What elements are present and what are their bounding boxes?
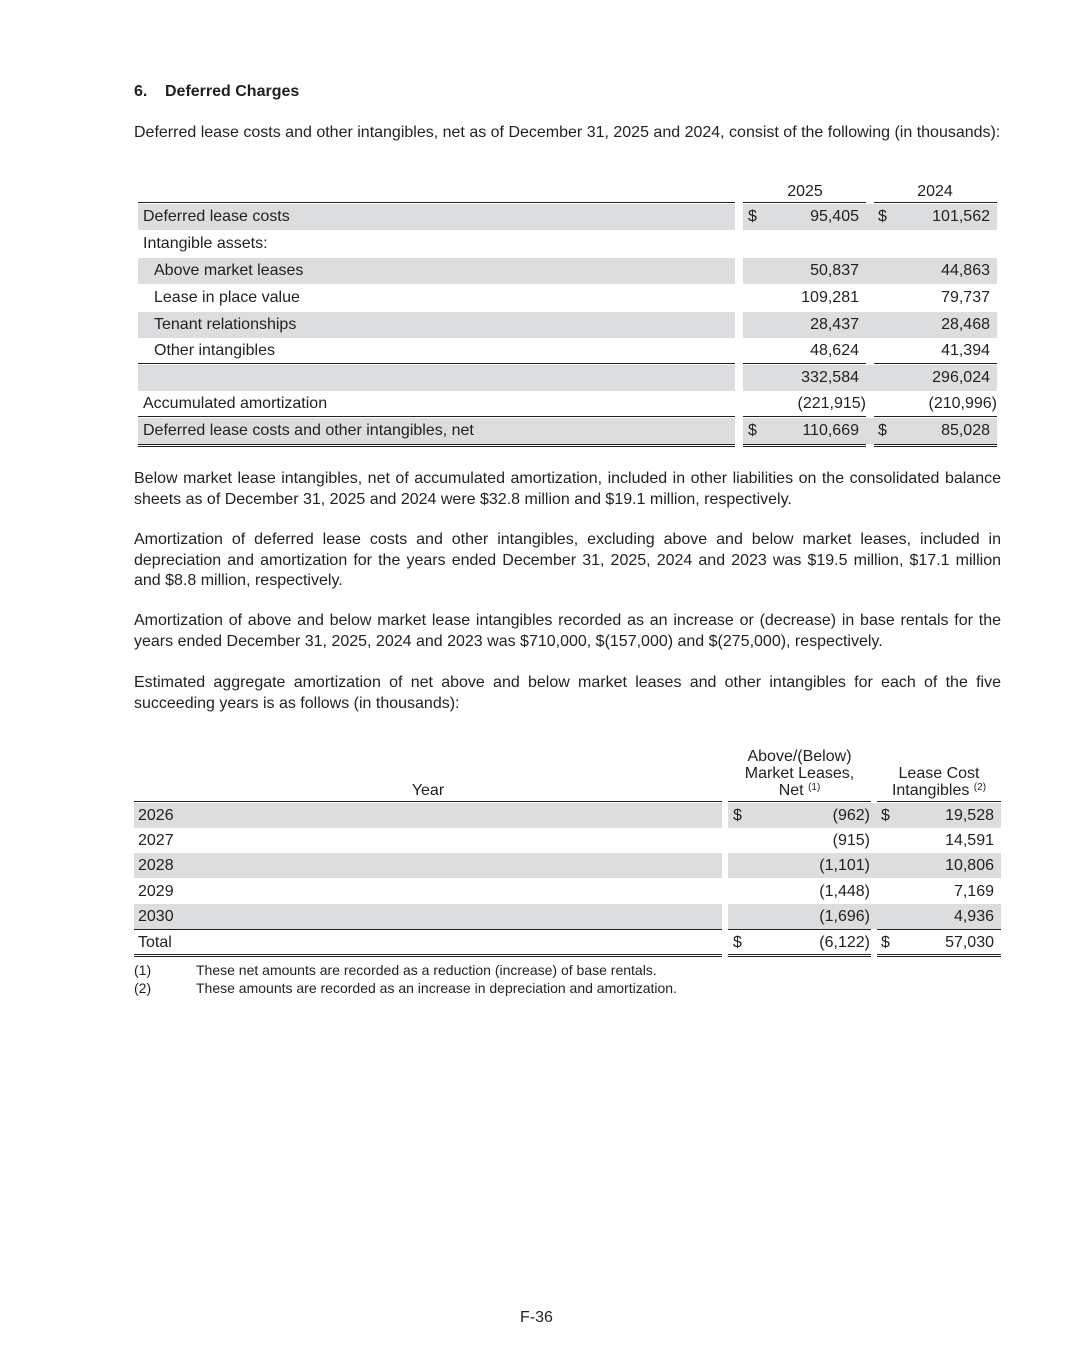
market-leases-value: (1,448) [819,883,870,900]
table-row [134,853,1001,878]
row-label: Intangible assets: [143,235,268,252]
col-header-2025: 2025 [787,183,823,200]
footnote-text: These amounts are recorded as an increase in depreciation and amortization. [196,980,677,996]
lease-cost-value: 10,806 [945,857,994,874]
rule [874,416,997,417]
lease-cost-value: 4,936 [953,908,994,925]
year-label: 2027 [138,832,174,849]
rule [874,202,997,203]
year-label: 2029 [138,883,174,900]
rule [138,416,735,417]
subtotal-2024: 296,024 [932,369,990,386]
row-label: Lease in place value [154,289,300,306]
table-row [138,365,997,391]
lease-cost-value: 7,169 [953,883,994,900]
double-rule [877,956,1001,957]
market-leases-value: (962) [832,807,870,824]
rule [874,363,997,364]
lease-cost-value: 14,591 [945,832,994,849]
table-row [138,231,997,257]
value-2024: 44,863 [941,262,990,279]
rule [728,801,871,802]
value-2025: 95,405 [810,208,859,225]
dollar-sign: $ [878,208,887,225]
double-rule [134,956,722,957]
rule [743,416,866,417]
value-2025: 50,837 [810,262,859,279]
dollar-sign: $ [881,934,890,951]
table-row [138,285,997,311]
paragraph-amortization-market: Amortization of above and below market lease intangibles recorded as an increase or (decrease) in base rentals for the years ended December 31, 2025, 2024 and 2023 was $710,000, $(157,000) and $(275,000), respectively. [134,612,1001,650]
value-2025: (221,915) [797,395,866,412]
value-2024: 79,737 [941,289,990,306]
dollar-sign: $ [748,422,757,439]
value-2024: 41,394 [941,342,990,359]
double-rule [874,446,997,447]
dollar-sign: $ [878,422,887,439]
double-rule [874,444,997,445]
table-row [134,930,1001,955]
row-label: Above market leases [154,262,304,279]
subtotal-2025: 332,584 [801,369,859,386]
table-row [138,204,997,230]
double-rule [728,956,871,957]
row-label: Other intangibles [154,342,275,359]
lease-cost-column-header: Lease Cost Intangibles $^{(2)}$ [891,765,987,799]
section-number: 6. [134,83,148,100]
section-heading [134,83,299,101]
value-2024: 101,562 [932,208,990,225]
year-label: 2028 [138,857,174,874]
footnote-mark: (2) [134,980,152,996]
market-leases-value: (1,696) [819,908,870,925]
market-leases-column-header: Above/(Below) Market Leases, Net $^{(1)}$ [744,748,855,799]
double-rule [134,954,722,955]
double-rule [138,446,735,447]
rule [134,801,722,802]
year-label: 2030 [138,908,174,925]
market-leases-value: (915) [832,832,870,849]
total-2025: 110,669 [802,422,859,439]
paragraph-below-market: Below market lease intangibles, net of accumulated amortization, included in other liabilities on the consolidated balance sheets as of December 31, 2025 and 2024 were $32.8 million and $19.1 million, respectively. [134,470,1001,508]
footnote-text: These net amounts are recorded as a reduction (increase) of base rentals. [196,962,657,978]
table-row [138,312,997,338]
double-rule [743,446,866,447]
col-header-2024: 2024 [917,183,953,200]
double-rule [877,954,1001,955]
dollar-sign: $ [733,807,742,824]
table-row [138,391,997,417]
rule [743,363,866,364]
row-label: Deferred lease costs and other intangibles, net [143,422,474,439]
year-label: 2026 [138,807,174,824]
footnote-mark: (1) [134,962,152,978]
intro-paragraph: Deferred lease costs and other intangibles, net as of December 31, 2025 and 2024, consist of the following (in thousands): [134,124,1001,141]
paragraph-estimated: Estimated aggregate amortization of net above and below market leases and other intangibles for each of the five succeeding years is as follows (in thousands): [134,674,1001,712]
value-2024: 28,468 [941,316,990,333]
row-label: Tenant relationships [154,316,297,333]
table-row [134,828,1001,853]
double-rule [728,954,871,955]
table-row [134,879,1001,904]
table-row [138,338,997,364]
table-row [138,258,997,284]
dollar-sign: $ [733,934,742,951]
row-label: Deferred lease costs [143,208,290,225]
table-row [134,904,1001,929]
lease-cost-value: 19,528 [945,807,994,824]
value-2025: 109,281 [801,289,859,306]
table-row [138,418,997,444]
lease-cost-total: 57,030 [945,934,994,951]
dollar-sign: $ [881,807,890,824]
footnote-ref-2: (2) [973,782,987,793]
market-leases-total: (6,122) [819,934,870,951]
year-label: Total [138,934,172,951]
section-title: Deferred Charges [165,83,300,100]
rule [138,202,735,203]
paragraph-amortization-deferred: Amortization of deferred lease costs and other intangibles, excluding above and below market leases, included in depreciation and amortization for the years ended December 31, 2025, 2024 and 2023 was $19.5 million, $17.1 million and $8.8 million, respectively. [134,531,1001,589]
value-2025: 28,437 [810,316,859,333]
rule [138,363,735,364]
market-leases-value: (1,101) [819,857,870,874]
year-column-header: Year [411,782,445,799]
table-row [134,803,1001,828]
value-2025: 48,624 [810,342,859,359]
total-2024: 85,028 [941,422,990,439]
row-label: Accumulated amortization [143,395,328,412]
rule [743,202,866,203]
double-rule [138,444,735,445]
footnote-ref-1: (1) [808,782,821,793]
value-2024: (210,996) [928,395,997,412]
rule [877,801,1001,802]
page-number: F-36 [520,1309,553,1326]
double-rule [743,444,866,445]
dollar-sign: $ [748,208,757,225]
